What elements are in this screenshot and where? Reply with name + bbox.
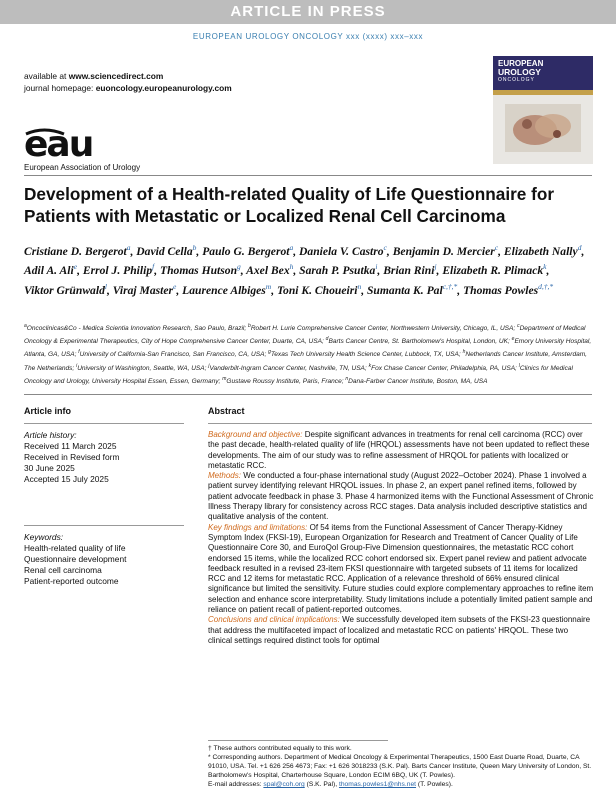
section-label: Conclusions and clinical implications: bbox=[208, 615, 340, 625]
affiliation-text: Texas Tech University Health Science Center, Lubbock, TX, USA; bbox=[270, 351, 461, 359]
homepage-prefix: journal homepage: bbox=[24, 83, 94, 93]
affiliation-text: Emory University Hospital, Atlanta, GA, USA; bbox=[24, 338, 592, 359]
journal-cover[interactable] bbox=[493, 56, 593, 164]
affiliation-text: Barts Cancer Centre, St. Bartholomew's Hospital, London, UK; bbox=[328, 338, 510, 346]
affiliation-marker: g bbox=[268, 349, 271, 356]
author-affiliation-marker: c,†,* bbox=[442, 281, 458, 291]
journal-homepage-link[interactable]: euoncology.europeanurology.com bbox=[95, 83, 232, 93]
affiliation-marker: i bbox=[76, 362, 78, 369]
author-affiliation-marker: m bbox=[265, 281, 272, 291]
footnotes bbox=[208, 744, 594, 789]
abstract-divider bbox=[208, 423, 592, 424]
author-affiliation-marker: e bbox=[173, 281, 177, 291]
author-affiliation-marker: i bbox=[375, 262, 378, 272]
author-name[interactable]: Thomas Powles bbox=[463, 283, 539, 297]
section-text: We successfully developed item subsets of the FKSI-23 questionnaire that address the multifaceted impact of localized and metastatic RCC on patients' HRQOL. These two clinical settings required distinct tools for optimal bbox=[208, 615, 591, 645]
cover-strip bbox=[493, 90, 593, 95]
author-name[interactable]: Errol J. Philip bbox=[82, 264, 153, 278]
keywords-label: Keywords: bbox=[24, 532, 64, 542]
cover-line3: ONCOLOGY bbox=[498, 77, 535, 83]
affiliation-marker: l bbox=[518, 362, 520, 369]
affiliation-text: University of Washington, Seattle, WA, USA; bbox=[77, 364, 207, 372]
author-name[interactable]: Benjamin D. Mercier bbox=[392, 244, 495, 258]
history-line: Received 11 March 2025 bbox=[24, 441, 117, 451]
affiliation-marker: e bbox=[511, 336, 515, 343]
author-name[interactable]: Toni K. Choueiri bbox=[277, 283, 358, 297]
affiliation-text: Netherlands Cancer Institute, Amsterdam, The Netherlands; bbox=[24, 351, 587, 372]
article-history bbox=[24, 430, 194, 485]
abstract-body bbox=[208, 430, 594, 646]
affiliation-marker: h bbox=[462, 349, 466, 356]
author-name[interactable]: Thomas Hutson bbox=[160, 264, 238, 278]
affiliation-marker: d bbox=[325, 336, 329, 343]
history-line: 30 June 2025 bbox=[24, 463, 75, 473]
section-label: Key findings and limitations: bbox=[208, 522, 308, 532]
keyword-item: Patient-reported outcome bbox=[24, 576, 119, 586]
author-affiliation-marker: j bbox=[434, 262, 437, 272]
affiliation-marker: f bbox=[78, 349, 80, 356]
author-list: Cristiane D. Bergerot$^a$, David Cella$^b$, Paulo G. Bergerot$^a$, Daniela V. Castro$^c$, Benjamin D. Mercier$^c$, Elizabeth Nally$^d$, Adil A. Ali$^e$, Errol J. Philip$^f$, Thomas Hutson$^g$, Axel Bex$^h$, Sarah P. Psutka$^i$, Brian Rini$^j$, Elizabeth R. Plimack$^k$, Viktor Grünwald$^l$, Viraj Master$^e$, Laurence Albiges$^m$, Toni K. Choueiri$^n$, Sumanta K. Pal$^{c,\dagger,*}$, Thomas Powles$^{d,\dagger,*}$ bbox=[24, 243, 585, 297]
keyword-item: Renal cell carcinoma bbox=[24, 565, 102, 575]
author-name[interactable]: Daniela V. Castro bbox=[299, 244, 384, 258]
author-name[interactable]: Sarah P. Psutka bbox=[299, 264, 376, 278]
section-text: We conducted a four-phase international study (August 2022–October 2024). Phase 1 involved a patient survey identifying relevant HRQOL issues. In phase 2, an expert panel refined items, followed by patient advocate feedback in phase 3. Phase 4 harmonized items with the Functional Assessment of Chronic Illness Therapy library for consistency across RCC stages. Data analysis included descriptive statistics and qualitative analysis of the content. bbox=[208, 471, 594, 522]
author-affiliation-marker: a bbox=[126, 243, 131, 252]
affiliation-marker: j bbox=[208, 362, 210, 369]
keyword-item: Health-related quality of life bbox=[24, 543, 126, 553]
email-link-pal[interactable]: spal@coh.org bbox=[263, 781, 305, 788]
cover-line2: UROLOGY bbox=[498, 67, 541, 77]
author-affiliation-marker: c bbox=[383, 243, 387, 252]
history-line: Received in Revised form bbox=[24, 452, 120, 462]
author-affiliation-marker: a bbox=[289, 243, 294, 252]
author-affiliation-marker: g bbox=[237, 262, 241, 272]
publisher-name: European Association of Urology bbox=[24, 163, 141, 172]
affiliation-text: Dana-Farber Cancer Institute, Boston, MA, USA bbox=[348, 377, 488, 385]
article-info-divider bbox=[24, 423, 184, 424]
footnote-emails bbox=[208, 780, 594, 789]
author-name[interactable]: Paulo G. Bergerot bbox=[202, 244, 290, 258]
author-affiliation-marker: f bbox=[152, 262, 155, 272]
author-affiliation-marker: n bbox=[357, 281, 362, 291]
author-affiliation-marker: h bbox=[289, 262, 294, 272]
author-name[interactable]: Brian Rini bbox=[383, 264, 435, 278]
affiliation-marker: b bbox=[248, 323, 251, 329]
author-name[interactable]: Cristiane D. Bergerot bbox=[24, 244, 127, 258]
affiliation-text: Oncoclinicas&Co - Medica Scientia Innovation Research, Sao Paulo, Brazil; bbox=[26, 325, 247, 333]
email-label: E-mail addresses: bbox=[208, 781, 262, 788]
abstract-section-background bbox=[208, 430, 594, 471]
keywords bbox=[24, 532, 194, 587]
cover-line1: EUROPEAN bbox=[498, 59, 544, 68]
history-label: Article history: bbox=[24, 430, 77, 440]
available-prefix: available at bbox=[24, 71, 67, 81]
keywords-divider bbox=[24, 525, 184, 526]
article-in-press-banner bbox=[0, 0, 616, 24]
affiliations bbox=[24, 321, 592, 387]
header-divider bbox=[24, 175, 592, 176]
email-owner-powles: (T. Powles). bbox=[417, 781, 453, 788]
affiliation-text: Department of Medical Oncology & Experimental Therapeutics, City of Hope Comprehensive Cancer Center, Duarte, CA, USA; bbox=[24, 325, 586, 346]
author-name[interactable]: Laurence Albiges bbox=[182, 283, 266, 297]
email-link-powles[interactable]: thomas.powles1@nhs.net bbox=[338, 781, 417, 788]
abstract-heading: Abstract bbox=[208, 406, 245, 416]
author-affiliation-marker: e bbox=[73, 262, 78, 272]
affiliation-marker: a bbox=[24, 323, 27, 329]
article-title: Development of a Health-related Quality of Life Questionnaire for Patients with Metastatic or Localized Renal Cell Carcinoma bbox=[24, 184, 555, 226]
affiliation-marker: c bbox=[517, 323, 520, 329]
section-label: Methods: bbox=[208, 471, 241, 481]
author-name[interactable]: Viraj Master bbox=[112, 283, 174, 297]
available-line bbox=[24, 70, 232, 82]
author-name[interactable]: David Cella bbox=[136, 244, 193, 258]
keyword-item: Questionnaire development bbox=[24, 554, 127, 564]
abstract-section-findings bbox=[208, 523, 594, 616]
availability-block bbox=[24, 70, 232, 94]
author-name[interactable]: Sumanta K. Pal bbox=[366, 283, 443, 297]
affiliation-text: Fox Chase Cancer Center, Philadelphia, PA, USA; bbox=[371, 364, 517, 372]
eau-logo bbox=[24, 126, 174, 160]
affiliation-marker: m bbox=[222, 375, 227, 382]
affiliation-text: Gustave Roussy Institute, Paris, France; bbox=[226, 377, 344, 385]
footnote-divider bbox=[208, 740, 388, 741]
author-name[interactable]: Elizabeth Nally bbox=[503, 244, 578, 258]
author-name[interactable]: Adil A. Ali bbox=[24, 264, 74, 278]
affiliation-text: Clinics for Medical Oncology and Urology, University Hospital Essen, Essen, Germany; bbox=[24, 364, 573, 385]
article-info-heading: Article info bbox=[24, 406, 72, 416]
homepage-line bbox=[24, 82, 232, 94]
cover-masthead bbox=[493, 56, 593, 90]
footnote-corresponding: * Corresponding authors. Department of Medical Oncology & Experimental Therapeutics, 1500 East Duarte Road, Duarte, CA 91010, USA. Tel. +1 626 256 4673; Fax: +1 626 3018233 (S.K. Pal). Barts Cancer Institute, Queen Mary University of London, St. Bartholomew's Hospital, Charterhouse Square, London ECIM 6BQ, UK (T. Powles). bbox=[208, 754, 592, 779]
author-affiliation-marker: l bbox=[104, 281, 107, 291]
section-label: Background and objective: bbox=[208, 430, 303, 439]
affiliation-marker: k bbox=[368, 362, 372, 369]
section-text: Despite significant advances in treatments for renal cell carcinoma (RCC) over the past decade, health-related quality of life (HRQOL) assessments have not been updated to reflect these developments. The aim of our study was to refine assessment of HRQOL for patients with localized or metastatic RCC. bbox=[208, 430, 590, 470]
sciencedirect-link[interactable]: www.sciencedirect.com bbox=[68, 71, 164, 81]
footnote-equal-contribution: † These authors contributed equally to this work. bbox=[208, 745, 352, 752]
banner-text: ARTICLE IN PRESS bbox=[230, 3, 386, 20]
author-affiliation-marker: b bbox=[192, 243, 197, 252]
author-name[interactable]: Viktor Grünwald bbox=[24, 283, 105, 297]
section-text: Of 54 items from the Functional Assessment of Cancer Therapy-Kidney Symptom Index (FKSI-19), European Organization for Research and Treatment of Cancer Quality of Life Questionnaire Core 30, and EuroQol Group-Five Dimension questionnaires, the metastatic RCC cohort endorsed 15 items, while the localized RCC cohort endorsed six. Expert panel review and patient advocate feedback resulted in a revised 23-item FKSI questionnaire with targeted subsets of 11 items for localized RCC and 12 items for metastatic RCC. Application of a relevance threshold of 66% ensured clinical significance but limited the sensitivity. Future studies could explore complementary approaches to refine item selection and enhance score interpretability. Study limitations include a potentially limited patient sample and reliance on patient recall of patient-reported outcomes. bbox=[208, 522, 594, 615]
abstract-section-methods bbox=[208, 471, 594, 522]
journal-citation: EUROPEAN UROLOGY ONCOLOGY xxx (xxxx) xxx–xxx bbox=[192, 32, 424, 41]
author-affiliation-marker: d bbox=[577, 243, 582, 252]
affiliation-text: Robert H. Lurie Comprehensive Cancer Center, Northwestern University, Chicago, IL, USA; bbox=[250, 325, 516, 333]
cover-illustration bbox=[505, 104, 581, 152]
author-affiliation-marker: d,†,* bbox=[538, 281, 554, 291]
affiliation-marker: n bbox=[345, 375, 349, 382]
abstract-section-conclusions bbox=[208, 615, 594, 646]
author-name[interactable]: Elizabeth R. Plimack bbox=[442, 264, 544, 278]
history-line: Accepted 15 July 2025 bbox=[24, 474, 109, 484]
author-name[interactable]: Axel Bex bbox=[246, 264, 290, 278]
svg-text:eau: eau bbox=[24, 126, 93, 160]
body-divider bbox=[24, 394, 592, 395]
email-owner-pal: (S.K. Pal), bbox=[306, 781, 338, 788]
affiliation-text: University of California-San Francisco, San Francisco, CA, USA; bbox=[79, 351, 267, 359]
author-affiliation-marker: c bbox=[494, 243, 499, 252]
affiliation-text: Vanderbilt-Ingram Cancer Center, Nashville, TN, USA; bbox=[209, 364, 367, 372]
author-affiliation-marker: k bbox=[543, 262, 547, 272]
